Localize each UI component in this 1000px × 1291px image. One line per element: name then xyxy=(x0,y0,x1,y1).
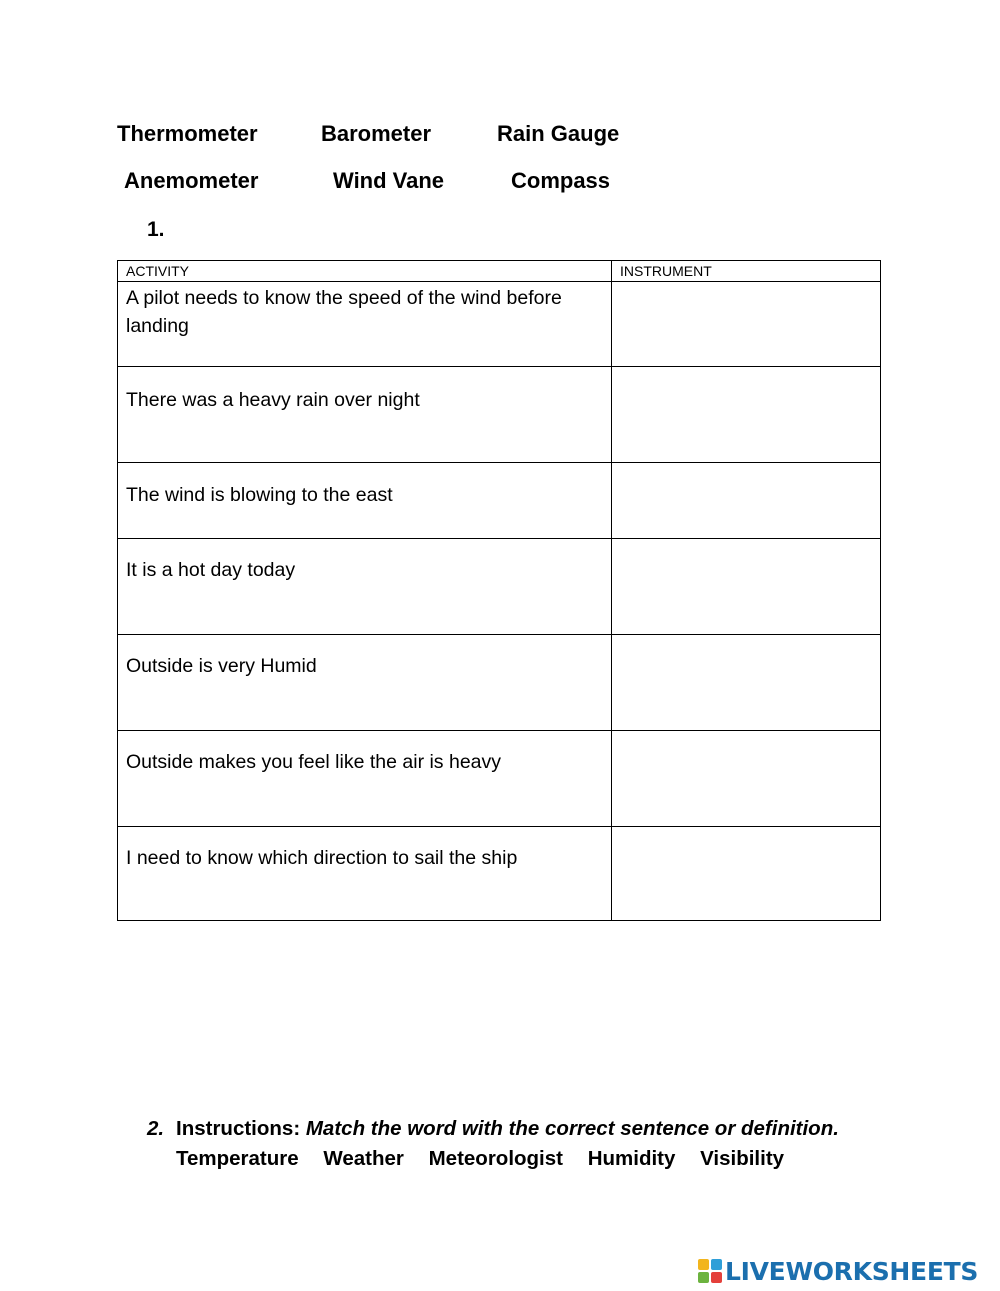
logo-block-blue xyxy=(711,1259,722,1270)
instructions-text: Match the word with the correct sentence or definition. xyxy=(305,1117,839,1140)
instrument-answer-field[interactable] xyxy=(612,463,881,539)
word-anemometer: Anemometer xyxy=(124,168,259,193)
activity-cell: The wind is blowing to the east xyxy=(118,463,612,539)
question-2-instructions xyxy=(147,1114,839,1144)
activity-cell: A pilot needs to know the speed of the wind before landing xyxy=(118,282,612,367)
question-2 xyxy=(147,1114,839,1174)
instrument-answer-field[interactable] xyxy=(612,282,881,367)
instructions-label: Instructions: xyxy=(176,1117,301,1140)
table-row xyxy=(118,731,881,827)
instrument-answer-field[interactable] xyxy=(612,635,881,731)
question-1-number: 1. xyxy=(147,218,165,241)
table-row xyxy=(118,539,881,635)
word-meteorologist: Meteorologist xyxy=(428,1147,563,1170)
instrument-answer-field[interactable] xyxy=(612,367,881,463)
word-humidity: Humidity xyxy=(587,1147,676,1170)
logo-block-red xyxy=(711,1272,722,1283)
word-compass: Compass xyxy=(511,168,611,193)
logo-blocks-icon xyxy=(698,1259,722,1283)
activity-cell: It is a hot day today xyxy=(118,539,612,635)
word-bank-2 xyxy=(176,1144,839,1174)
header-activity: ACTIVITY xyxy=(118,261,612,282)
instrument-answer-field[interactable] xyxy=(612,539,881,635)
word-barometer: Barometer xyxy=(321,121,432,146)
activity-instrument-table xyxy=(117,260,881,921)
instrument-answer-field[interactable] xyxy=(612,731,881,827)
activity-cell: Outside makes you feel like the air is heavy xyxy=(118,731,612,827)
liveworksheets-logo xyxy=(698,1257,978,1285)
word-temperature: Temperature xyxy=(176,1147,299,1170)
logo-text: LIVEWORKSHEETS xyxy=(725,1256,979,1286)
question-2-number: 2. xyxy=(147,1117,165,1140)
activity-cell: There was a heavy rain over night xyxy=(118,367,612,463)
activity-cell: I need to know which direction to sail the ship xyxy=(118,827,612,921)
word-wind-vane: Wind Vane xyxy=(333,168,445,193)
table-row xyxy=(118,367,881,463)
table-row xyxy=(118,827,881,921)
instrument-answer-field[interactable] xyxy=(612,827,881,921)
word-weather: Weather xyxy=(323,1147,404,1170)
table-row xyxy=(118,463,881,539)
table-header-row xyxy=(118,261,881,282)
header-instrument: INSTRUMENT xyxy=(612,261,881,282)
word-visibility: Visibility xyxy=(700,1147,785,1170)
word-thermometer: Thermometer xyxy=(117,121,258,146)
word-rain-gauge: Rain Gauge xyxy=(497,121,620,146)
table-row xyxy=(118,282,881,367)
logo-block-green xyxy=(698,1272,709,1283)
activity-cell: Outside is very Humid xyxy=(118,635,612,731)
logo-block-yellow xyxy=(698,1259,709,1270)
table-row xyxy=(118,635,881,731)
